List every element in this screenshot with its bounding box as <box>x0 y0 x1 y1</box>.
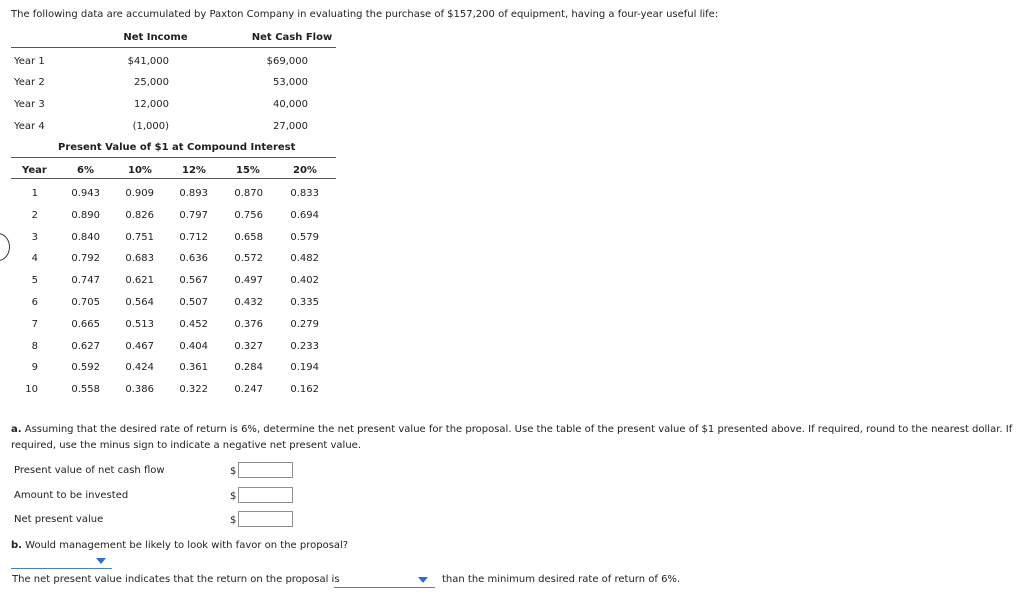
pv-factor-cell: 0.658 <box>234 231 263 243</box>
pv-header-12: 12% <box>182 165 206 176</box>
pv-factor-cell: 0.424 <box>125 362 154 374</box>
part-b-label: b. <box>11 540 22 551</box>
currency-sign: $ <box>230 515 237 526</box>
pv-factor-cell: 0.284 <box>234 362 263 374</box>
pv-factor-cell: 0.467 <box>125 340 154 352</box>
pv-factor-cell: 0.335 <box>290 297 319 308</box>
chevron-down-icon[interactable] <box>418 577 428 583</box>
pv-factor-cell: 0.162 <box>290 384 319 396</box>
pv-row-year: 4 <box>31 253 38 265</box>
pv-factor-cell: 0.507 <box>179 297 208 308</box>
pv-factor-cell: 0.558 <box>71 384 100 396</box>
pv-factor-cell: 0.452 <box>179 318 208 330</box>
pv-table-title: Present Value of $1 at Compound Interest <box>58 142 296 153</box>
pv-factor-cell: 0.592 <box>71 362 100 374</box>
npv-sentence-end: than the minimum desired rate of return of 6%. <box>442 574 681 585</box>
npv-sentence-start: The net present value indicates that the return on the proposal is <box>12 574 340 585</box>
net-income-cell: $41,000 <box>127 56 169 67</box>
pv-row-year: 5 <box>31 275 38 287</box>
pv-factor-cell: 0.482 <box>290 253 319 265</box>
pv-factor-cell: 0.756 <box>234 209 263 221</box>
table-row-year: Year 3 <box>14 99 45 110</box>
pv-row-year: 8 <box>31 340 38 352</box>
pv-row-year: 9 <box>31 362 38 374</box>
pv-factor-cell: 0.564 <box>125 297 154 308</box>
pv-factor-cell: 0.797 <box>179 209 208 221</box>
net-cash-flow-cell: $69,000 <box>266 56 308 67</box>
pv-factor-cell: 0.712 <box>179 231 208 243</box>
net-income-cell: 25,000 <box>134 77 169 88</box>
pv-factor-cell: 0.327 <box>234 340 263 352</box>
pv-factor-cell: 0.432 <box>234 297 263 308</box>
pv-net-cash-flow-label: Present value of net cash flow <box>14 465 165 476</box>
intro-text: The following data are accumulated by Paxton Company in evaluating the purchase of $157,200 of equipment, having a four-year useful life: <box>11 9 719 20</box>
pv-title-rule <box>11 157 336 158</box>
net-cash-flow-cell: 53,000 <box>273 77 308 88</box>
part-a-text-line2: required, use the minus sign to indicate a negative net present value. <box>11 440 361 451</box>
net-income-cell: 12,000 <box>134 99 169 110</box>
pv-factor-cell: 0.792 <box>71 253 100 265</box>
part-a-question <box>11 424 1012 435</box>
pv-row-year: 2 <box>31 209 38 221</box>
net-present-value-input[interactable] <box>238 511 293 527</box>
pv-factor-cell: 0.579 <box>290 231 319 243</box>
net-income-header: Net Income <box>123 32 188 43</box>
pv-factor-cell: 0.402 <box>290 275 319 287</box>
chevron-down-icon[interactable] <box>96 558 106 564</box>
pv-factor-cell: 0.247 <box>234 384 263 396</box>
return-comparison-underline <box>334 587 435 588</box>
pv-factor-cell: 0.194 <box>290 362 319 374</box>
pv-factor-cell: 0.361 <box>179 362 208 374</box>
pv-factor-cell: 0.683 <box>125 253 154 265</box>
pv-factor-cell: 0.747 <box>71 275 100 287</box>
amount-invested-input[interactable] <box>238 487 293 503</box>
pv-row-year: 1 <box>31 188 38 199</box>
pv-header-20: 20% <box>293 165 317 176</box>
pv-factor-cell: 0.840 <box>71 231 100 243</box>
pv-header-15: 15% <box>236 165 260 176</box>
pv-header-10: 10% <box>128 165 152 176</box>
net-income-cell: (1,000) <box>132 121 169 132</box>
pv-factor-cell: 0.893 <box>179 188 208 199</box>
pv-factor-cell: 0.833 <box>290 188 319 199</box>
pv-row-year: 7 <box>31 318 38 330</box>
part-a-text-line1: Assuming that the desired rate of return is 6%, determine the net present value for the proposal. Use the table of the present value of $1 presented above. If required, round to the nearest dollar. If <box>21 424 1013 435</box>
pv-row-year: 6 <box>31 297 38 308</box>
pv-factor-cell: 0.636 <box>179 253 208 265</box>
pv-factor-cell: 0.567 <box>179 275 208 287</box>
favor-dropdown-underline <box>11 568 112 569</box>
part-a-label: a. <box>11 424 22 435</box>
pv-factor-cell: 0.279 <box>290 318 319 330</box>
pv-factor-cell: 0.322 <box>179 384 208 396</box>
cash-table-header-rule <box>11 47 336 48</box>
net-cash-flow-cell: 27,000 <box>273 121 308 132</box>
currency-sign: $ <box>230 466 237 477</box>
pv-factor-cell: 0.705 <box>71 297 100 308</box>
pv-factor-cell: 0.870 <box>234 188 263 199</box>
pv-factor-cell: 0.890 <box>71 209 100 221</box>
pv-row-year: 3 <box>31 231 38 243</box>
table-row-year: Year 1 <box>14 56 45 67</box>
table-row-year: Year 2 <box>14 77 45 88</box>
pv-factor-cell: 0.694 <box>290 209 319 221</box>
pv-factor-cell: 0.513 <box>125 318 154 330</box>
net-cash-flow-header: Net Cash Flow <box>251 32 333 43</box>
pv-factor-cell: 0.665 <box>71 318 100 330</box>
pv-header-6: 6% <box>77 165 94 176</box>
table-row-year: Year 4 <box>14 121 45 132</box>
pv-factor-cell: 0.376 <box>234 318 263 330</box>
pv-header-rule <box>11 178 336 179</box>
amount-invested-label: Amount to be invested <box>14 490 129 501</box>
part-b-question <box>11 540 348 551</box>
pv-factor-cell: 0.826 <box>125 209 154 221</box>
pv-header-year: Year <box>22 165 47 176</box>
pv-factor-cell: 0.404 <box>179 340 208 352</box>
pv-factor-cell: 0.572 <box>234 253 263 265</box>
currency-sign: $ <box>230 491 237 502</box>
pv-factor-cell: 0.497 <box>234 275 263 287</box>
pv-row-year: 10 <box>25 384 38 396</box>
pv-factor-cell: 0.751 <box>125 231 154 243</box>
pv-factor-cell: 0.386 <box>125 384 154 396</box>
pv-factor-cell: 0.233 <box>290 340 319 352</box>
net-cash-flow-cell: 40,000 <box>273 99 308 110</box>
pv-factor-cell: 0.909 <box>125 188 154 199</box>
pv-factor-cell: 0.621 <box>125 275 154 287</box>
part-b-text: Would management be likely to look with favor on the proposal? <box>21 540 349 551</box>
pv-net-cash-flow-input[interactable] <box>238 462 293 478</box>
pv-factor-cell: 0.943 <box>71 188 100 199</box>
pv-factor-cell: 0.627 <box>71 340 100 352</box>
net-present-value-label: Net present value <box>14 514 104 525</box>
